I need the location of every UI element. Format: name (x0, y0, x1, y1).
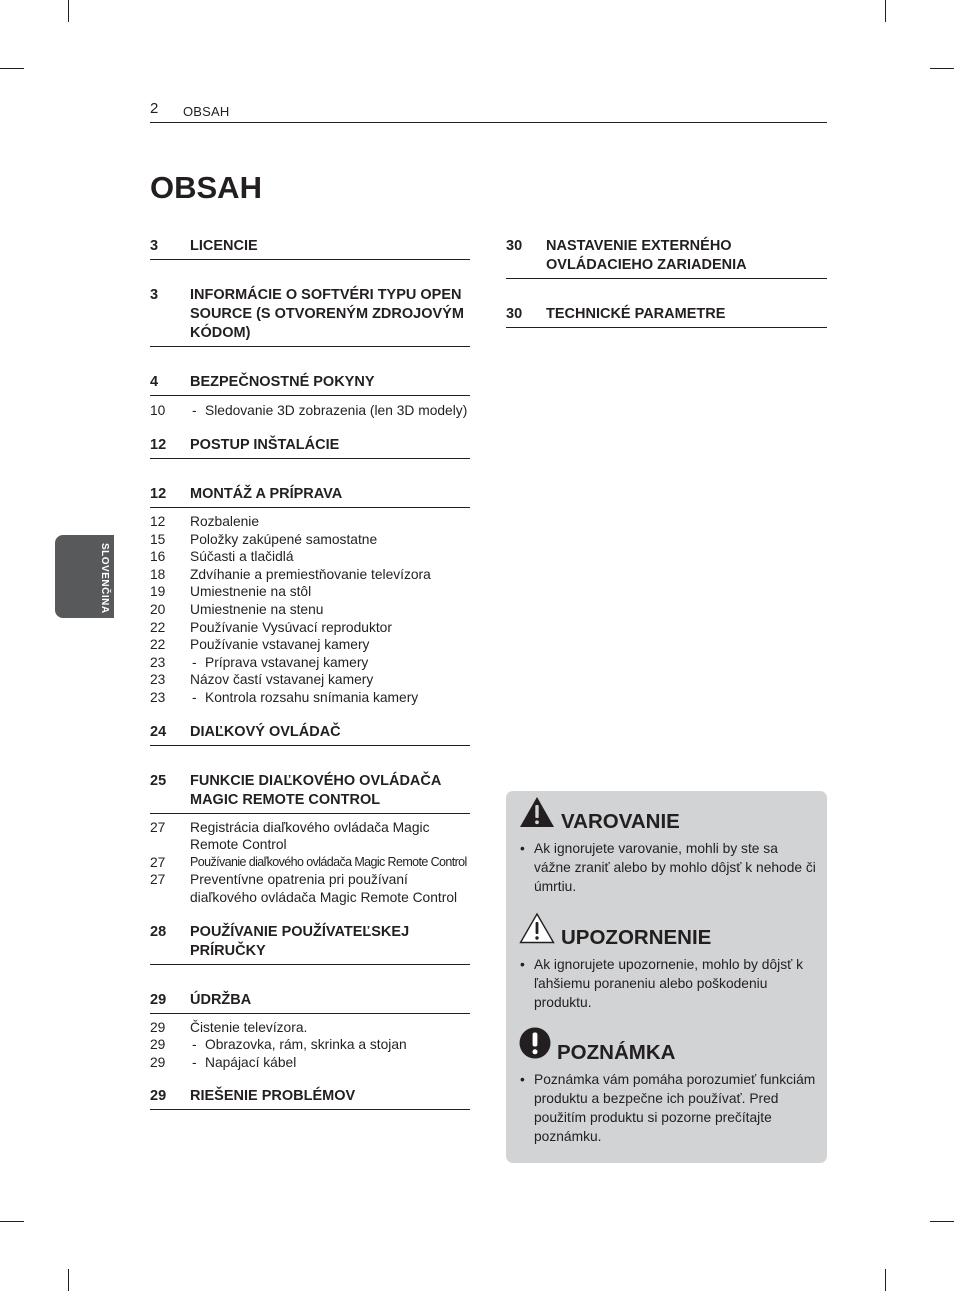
toc-subitems (150, 401, 470, 420)
toc-section-page: 28 (150, 923, 167, 940)
notice-heading (519, 915, 817, 949)
notice-text: Ak ignorujete varovanie, mohli by ste sa vážne zraniť alebo by mohlo dôjsť k nehode či úmrtiu. (534, 841, 816, 894)
toc-item-page: 23 (150, 654, 166, 670)
crop-mark (0, 1221, 24, 1222)
toc-item-text: Umiestnenie na stôl (190, 584, 312, 600)
notice-bullet (519, 955, 817, 1012)
toc-item-text-wrap (190, 548, 470, 566)
toc-section-heading[interactable] (150, 436, 470, 459)
toc-item[interactable] (150, 601, 470, 619)
toc-item-page: 20 (150, 601, 166, 617)
toc-subitems (150, 1019, 470, 1072)
toc-item-text-wrap (190, 401, 470, 420)
toc-section-title: POUŽÍVANIE POUŽÍVATEĽSKEJ PRÍRUČKY (190, 923, 410, 959)
toc-item[interactable] (150, 636, 470, 654)
toc-item-text-wrap (190, 601, 470, 619)
toc-section-heading[interactable] (150, 772, 470, 814)
toc-section-heading[interactable] (150, 286, 470, 347)
crop-mark (930, 1221, 954, 1222)
toc-section-heading[interactable] (150, 373, 470, 396)
notice-heading (519, 1030, 817, 1064)
toc-item-text-wrap (190, 1036, 470, 1054)
notice-block (519, 915, 817, 1012)
toc-item-text-wrap (190, 671, 470, 689)
language-tab-label: SLOVENČINA (99, 542, 110, 614)
notice-text: Poznámka vám pomáha porozumieť funkciám produktu a bezpečne ich používať. Pred použitím produktu si pozorne prečítajte poznámku. (534, 1072, 816, 1144)
toc-section-title: NASTAVENIE EXTERNÉHO OVLÁDACIEHO ZARIADENIA (546, 238, 747, 273)
toc-item[interactable] (150, 548, 470, 566)
toc-gap (150, 1115, 470, 1136)
toc-gap (150, 464, 470, 485)
toc-section-page: 30 (506, 306, 523, 322)
crop-mark (885, 1269, 886, 1291)
toc-gap (150, 751, 470, 772)
toc-section-title: TECHNICKÉ PARAMETRE (546, 306, 726, 322)
notice-heading (519, 799, 817, 833)
toc-section-title: LICENCIE (190, 238, 258, 254)
crop-mark (930, 68, 954, 69)
crop-mark (68, 1269, 69, 1291)
toc-item-page: 29 (150, 1054, 166, 1070)
toc-item-page: 29 (150, 1019, 166, 1035)
toc-item-page: 12 (150, 514, 166, 529)
notice-block (519, 799, 817, 896)
toc-item-text: Používanie Vysúvací reproduktor (190, 619, 392, 635)
toc-item-text: Príprava vstavanej kamery (205, 654, 369, 670)
toc-section-page: 3 (150, 238, 159, 254)
notice-box (506, 791, 827, 1163)
toc-section-page: 30 (506, 238, 523, 254)
toc-section-title: POSTUP INŠTALÁCIE (190, 437, 340, 453)
toc-item-page: 27 (150, 872, 166, 888)
toc-item[interactable] (150, 583, 470, 601)
toc-item[interactable] (150, 819, 470, 854)
toc-item-text: Čistenie televízora. (190, 1019, 308, 1035)
caution-triangle-outline-icon (519, 912, 555, 949)
crop-mark (68, 0, 69, 22)
bullet-dot: • (520, 957, 525, 972)
toc-right-column (506, 237, 827, 354)
toc-gap (506, 333, 827, 354)
page-number: 2 (150, 100, 159, 117)
toc-section-heading[interactable] (150, 991, 470, 1014)
toc-item-page: 10 (150, 403, 166, 418)
page-title: OBSAH (150, 170, 262, 205)
toc-section-page: 24 (150, 723, 167, 740)
toc-section-title: BEZPEČNOSTNÉ POKYNY (190, 374, 375, 390)
toc-item-page: 19 (150, 584, 166, 600)
toc-section-title: INFORMÁCIE O SOFTVÉRI TYPU OPEN SOURCE (S OTVORENÝM ZDROJOVÝM KÓDOM) (190, 287, 464, 341)
toc-gap (150, 352, 470, 373)
toc-item-page: 23 (150, 672, 166, 688)
toc-subitems (150, 819, 470, 907)
notice-bullet (519, 839, 817, 896)
toc-item-text-wrap (190, 871, 470, 906)
toc-item-page: 23 (150, 689, 166, 705)
toc-item-text: Napájací kábel (205, 1054, 297, 1070)
toc-item-page: 15 (150, 531, 166, 547)
toc-gap (150, 265, 470, 286)
toc-item-dash: - (192, 689, 197, 705)
toc-section-heading[interactable] (150, 723, 470, 746)
toc-section-heading[interactable] (150, 237, 470, 260)
toc-section-page: 3 (150, 287, 159, 303)
toc-item-text-wrap (190, 654, 470, 672)
toc-item-page: 22 (150, 637, 166, 653)
toc-section-title: FUNKCIE DIAĽKOVÉHO OVLÁDAČA MAGIC REMOTE CONTROL (190, 772, 441, 808)
toc-item-text: Súčasti a tlačidlá (190, 549, 294, 565)
notice-bullet (519, 1070, 817, 1146)
toc-section-page: 12 (150, 437, 167, 453)
toc-item-text-wrap (190, 531, 470, 549)
toc-section-page: 12 (150, 486, 167, 502)
toc-item-text: Kontrola rozsahu snímania kamery (205, 689, 419, 705)
toc-gap (150, 970, 470, 991)
toc-item-dash: - (192, 403, 197, 418)
warning-triangle-filled-icon (519, 796, 555, 833)
toc-item[interactable] (150, 654, 470, 672)
bullet-dot: • (520, 1072, 525, 1087)
toc-item[interactable] (150, 854, 470, 872)
note-exclamation-circle-icon (519, 1027, 551, 1064)
toc-item-page: 27 (150, 819, 166, 835)
toc-item-text-wrap (190, 1019, 470, 1037)
toc-item-text-wrap (190, 619, 470, 637)
toc-item-text-wrap (190, 513, 470, 531)
toc-item[interactable] (150, 1054, 470, 1072)
toc-item-page: 22 (150, 619, 166, 635)
toc-item-page: 18 (150, 566, 166, 582)
toc-item[interactable] (150, 671, 470, 689)
toc-subitems (150, 513, 470, 707)
toc-item-text: Registrácia diaľkového ovládača Magic Remote Control (190, 819, 430, 853)
toc-gap (506, 284, 827, 305)
toc-section-page: 4 (150, 374, 159, 390)
toc-item[interactable] (150, 566, 470, 584)
toc-item-dash: - (192, 654, 197, 670)
toc-section-title: ÚDRŽBA (190, 991, 252, 1008)
page-header (150, 100, 827, 123)
toc-section-page: 29 (150, 991, 167, 1008)
toc-item[interactable] (150, 1019, 470, 1037)
toc-section-page: 29 (150, 1088, 167, 1105)
toc-item-page: 29 (150, 1037, 166, 1053)
toc-item-text: Položky zakúpené samostatne (190, 531, 378, 547)
toc-item-text-wrap (190, 854, 470, 872)
toc-item-text-wrap (190, 636, 470, 654)
toc-left-column (150, 237, 470, 1136)
toc-item-text: Obrazovka, rám, skrinka a stojan (205, 1037, 407, 1053)
toc-item-page: 27 (150, 854, 166, 870)
toc-item[interactable] (150, 401, 470, 420)
toc-item-dash: - (192, 1037, 197, 1053)
notice-block (519, 1030, 817, 1146)
notice-title: VAROVANIE (561, 810, 680, 833)
toc-item-text-wrap (190, 566, 470, 584)
toc-section-page: 25 (150, 772, 167, 789)
toc-item-text-wrap (190, 583, 470, 601)
toc-item-text: Rozbalenie (190, 514, 260, 529)
toc-item[interactable] (150, 619, 470, 637)
toc-item-text: Používanie diaľkového ovládača Magic Remote Control (190, 854, 467, 869)
toc-item-text-wrap (190, 689, 470, 707)
header-section-label: OBSAH (183, 104, 230, 119)
toc-item[interactable] (150, 871, 470, 906)
toc-section-heading[interactable] (506, 305, 827, 328)
toc-section-title: MONTÁŽ A PRÍPRAVA (190, 486, 343, 502)
toc-item-text: Používanie vstavanej kamery (190, 637, 370, 653)
toc-section-title: DIAĽKOVÝ OVLÁDAČ (190, 723, 341, 740)
toc-item-text: Umiestnenie na stenu (190, 601, 324, 617)
toc-section-title: RIEŠENIE PROBLÉMOV (190, 1088, 356, 1105)
toc-item-dash: - (192, 1054, 197, 1070)
toc-section-heading[interactable] (150, 485, 470, 508)
crop-mark (0, 68, 24, 69)
toc-item-text-wrap (190, 819, 470, 854)
toc-item-text: Názov častí vstavanej kamery (190, 672, 374, 688)
toc-item-text-wrap (190, 1054, 470, 1072)
toc-section-heading[interactable] (150, 1087, 470, 1110)
toc-item[interactable] (150, 1036, 470, 1054)
notice-title: UPOZORNENIE (561, 926, 712, 949)
toc-item-text: Preventívne opatrenia pri používaní diaľkového ovládača Magic Remote Control (190, 872, 458, 905)
toc-item[interactable] (150, 513, 470, 531)
crop-mark (885, 0, 886, 22)
toc-item[interactable] (150, 689, 470, 707)
bullet-dot: • (520, 841, 525, 856)
notice-text: Ak ignorujete upozornenie, mohlo by dôjsť k ľahšiemu poraneniu alebo poškodeniu produktu. (534, 957, 804, 1010)
toc-section-heading[interactable] (150, 923, 470, 965)
toc-item-page: 16 (150, 549, 166, 565)
notice-title: POZNÁMKA (557, 1041, 676, 1064)
toc-item-text: Zdvíhanie a premiestňovanie televízora (190, 566, 431, 582)
toc-item[interactable] (150, 531, 470, 549)
toc-item-text: Sledovanie 3D zobrazenia (len 3D modely) (205, 403, 468, 418)
toc-section-heading[interactable] (506, 237, 827, 279)
